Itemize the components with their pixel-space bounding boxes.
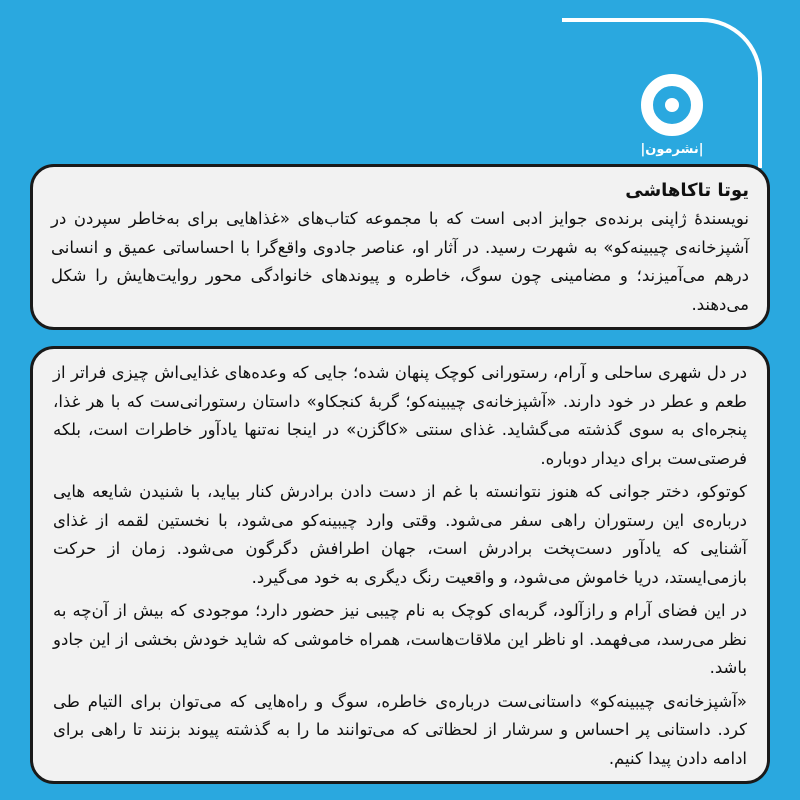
story-paragraph-2: کوتوکو، دختر جوانی که هنوز نتوانسته با غم از دست دادن برادرش کنار بیاید، با شنیدن شایعه هایی درباره‌ی این رستوران راهی سفر می‌شود. وقتی وارد چیبینه‌کو می‌شود، با نخستین لقمه از غذای آشنایی که یادآور دست‌پخت برادرش است، جهان اطرافش دگرگون می‌شود. زمان از حرکت بازمی‌ایستد، دریا خاموش می‌شود، و واقعیت رنگ دیگری به خود می‌گیرد. (53, 482, 747, 587)
story-paragraph-1: در دل شهری ساحلی و آرام، رستورانی کوچک پنهان شده؛ جایی که وعده‌های غذایی‌اش چیزی فراتر از طعم و عطر در خود دارند. «آشپزخانه‌ی چیبینه‌کو؛ گربهٔ کنجکاو» داستان رستورانی‌ست که با هر غذا، پنجره‌ای به سوی گذشته می‌گشاید. غذای سنتی «کاگزن» در اینجا نه‌تنها یادآور خاطرات است، بلکه فرصتی‌ست برای دیدار دوباره. (53, 363, 747, 468)
story-paragraph-4: «آشپزخانه‌ی چیبینه‌کو» داستانی‌ست درباره‌ی خاطره، سوگ و راه‌هایی که می‌توان برای التیام طی کرد. داستانی پر احساس و سرشار از لحظاتی که می‌توانند ما را به گذشته پیوند بزنند تا راهی برای ادامه دادن پیدا کنیم. (53, 691, 747, 768)
author-name: یوتا تاکاهاشی (625, 180, 749, 201)
author-bio-text: نویسندهٔ ژاپنی برنده‌ی جوایز ادبی است که با مجموعه کتاب‌های «غذاهایی برای به‌خاطر سپردن در آشپزخانه‌ی چیبینه‌کو» به شهرت رسید. در آثار او، عناصر جادوی واقع‌گرا با احساساتی عمیق و انسانی درهم می‌آمیزند؛ و مضامینی چون سوگ، خاطره و پیوندهای خانوادگی محور روایت‌هایش را شکل می‌دهند. (51, 209, 749, 314)
logo-ring-icon (641, 74, 703, 136)
publisher-name: |نشرمون| (640, 142, 704, 157)
author-bio-card (30, 164, 770, 330)
story-paragraph-3: در این فضای آرام و رازآلود، گربه‌ای کوچک به نام چیبی نیز حضور دارد؛ موجودی که بیش از آن‌چه به نظر می‌رسد، می‌فهمد. او ناظر این ملاقات‌هاست، همراه خاموشی که شاید خودش بخشی از این جادو باشد. (53, 601, 747, 677)
logo-dot-icon (665, 98, 679, 112)
story-summary-card (30, 346, 770, 784)
publisher-logo[interactable] (622, 74, 722, 157)
